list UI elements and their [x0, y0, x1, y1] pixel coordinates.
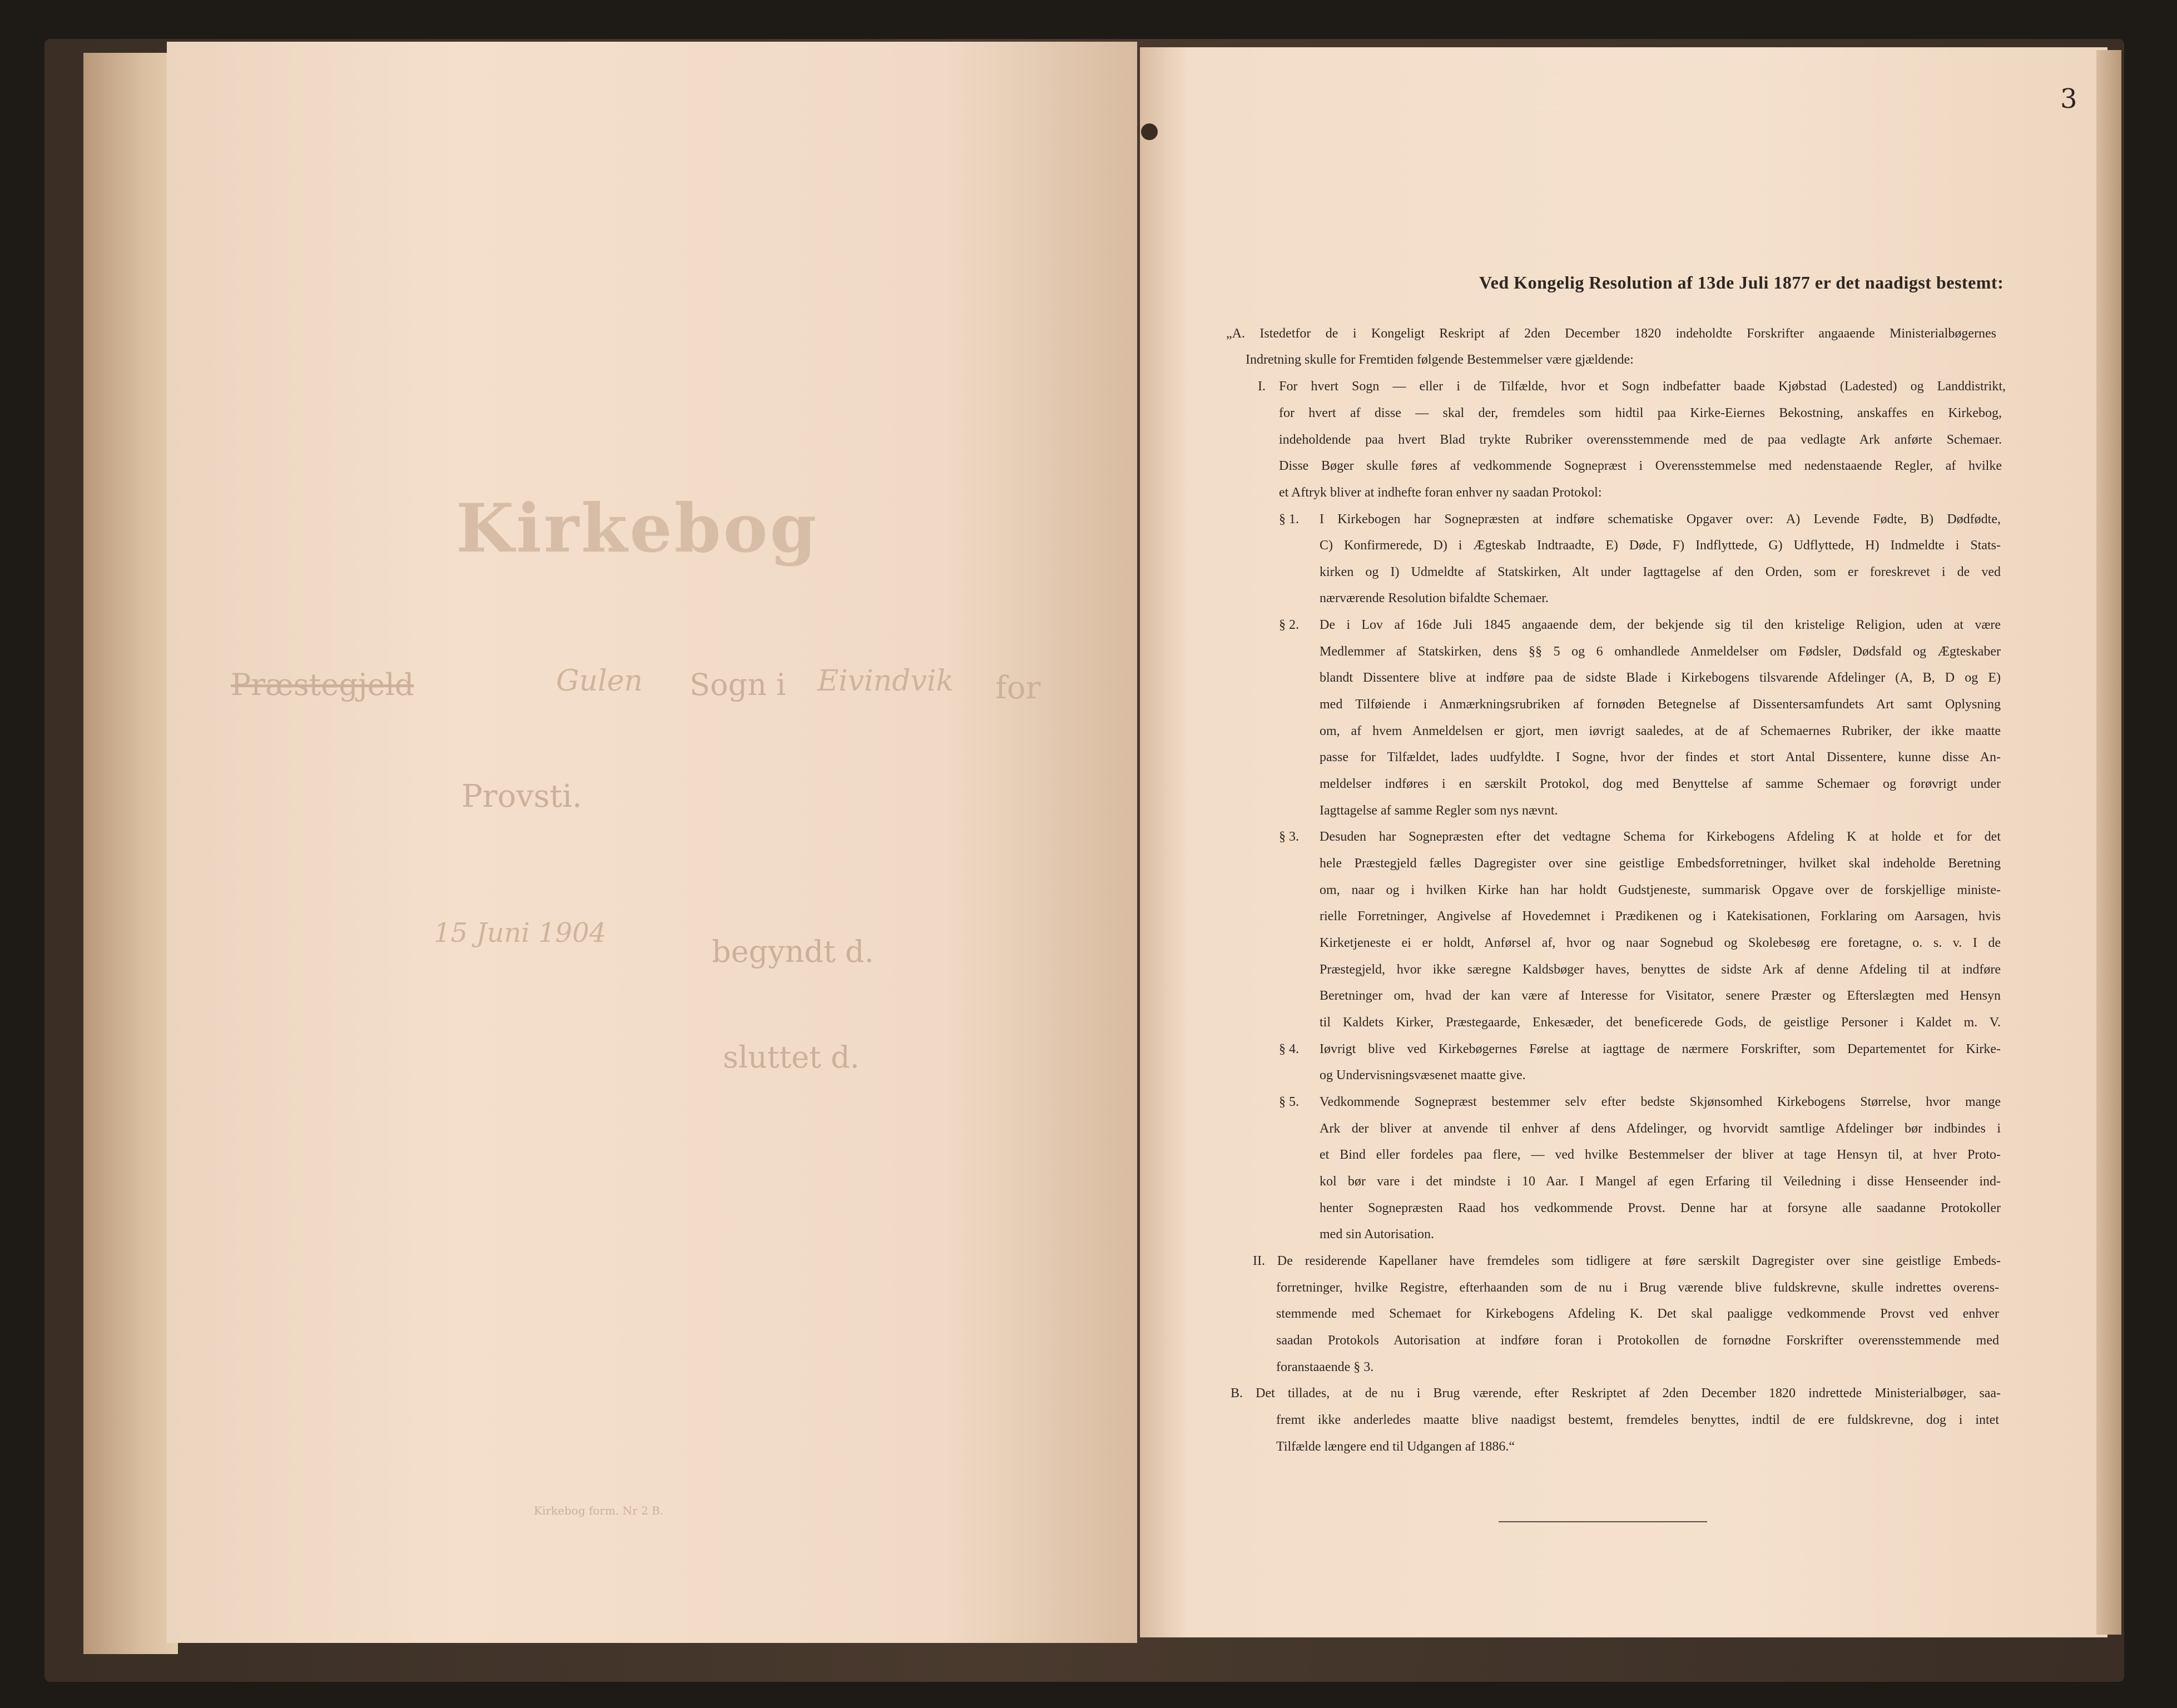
document-line: I. For hvert Sogn — eller i de Tilfælde, hvor et Sogn indbefatter baade Kjøbstad (Ladested) og Landdistrikt,	[1258, 379, 2006, 394]
faint-sluttet: sluttet d.	[723, 1040, 860, 1075]
faint-handwritten-date: 15 Juni 1904	[434, 917, 607, 949]
faint-provsti: Provsti.	[462, 778, 582, 815]
document-line: et Bind eller fordeles paa flere, — ved hvilke Bestemmelser der bliver at tage Hensyn til, at hver Proto-	[1320, 1148, 2001, 1162]
binding-hole	[1141, 123, 1158, 140]
faint-handwritten-prestegjeld: Gulen	[556, 664, 643, 698]
document-line: foranstaaende § 3.	[1276, 1360, 1374, 1374]
document-line: med Tilføiende i Anmærkningsrubriken af fornøden Betegnelse af Dissentersamfundets Art samt Oplysning	[1320, 697, 2001, 712]
faint-sogn: Sogn i	[690, 667, 786, 702]
document-line: for hvert af disse — skal der, fremdeles som hidtil paa Kirke-Eiernes Bekostning, anskaffes en Kirkebog,	[1279, 406, 2002, 420]
faint-handwritten-parish: Eivindvik	[817, 664, 954, 698]
document-line: Tilfælde længere end til Udgangen af 1886.“	[1276, 1439, 1515, 1454]
left-page-edges	[83, 53, 178, 1654]
document-line: blandt Dissentere blive at indføre paa de sidste Blade i Kirkebogens tilsvarende Afdelinger (A, B, D og E)	[1320, 671, 2001, 685]
document-line: og Undervisningsvæsenet maatte give.	[1320, 1068, 1526, 1083]
page-number: 3	[2060, 83, 2077, 115]
document-line: kol bør vare i det mindste i 10 Aar. I Mangel af egen Erfaring til Veiledning i disse Henseender ind-	[1320, 1174, 2001, 1189]
document-line: stemmende med Schemaet for Kirkebogens Afdeling K. Det skal paaligge vedkommende Provst ved enhver	[1276, 1307, 1999, 1321]
document-line: I Kirkebogen har Sognepræsten at indføre schematiske Opgaver over: A) Levende Fødte, B) Dødfødte,	[1320, 512, 2001, 527]
right-page-edges	[2096, 50, 2121, 1635]
document-line: rielle Forretninger, Angivelse af Hovedemnet i Prædikenen og i Katekisationen, Forklaring om Aarsagen, hvis	[1320, 909, 2001, 923]
left-page	[167, 42, 1137, 1643]
document-line: hele Præstegjeld fælles Dagregister over sine geistlige Embedsforretninger, hvilket skal indeholde Beretning	[1320, 856, 2001, 871]
document-line: § 3.	[1279, 830, 1299, 844]
document-line: indeholdende paa hvert Blad trykte Rubriker overensstemmende med de paa vedlagte Ark anførte Schemaer.	[1279, 433, 2002, 447]
document-line: passe for Tilfældet, lades uudfyldte. I Sogne, hvor der findes et stort Antal Dissentere, kunne disse An-	[1320, 750, 2001, 764]
document-line: meldelser indføres i en særskilt Protokol, dog med Benyttelse af samme Schemaer og forøvrigt under	[1320, 777, 2001, 791]
document-line: nærværende Resolution bifaldte Schemaer.	[1320, 591, 1549, 605]
document-line: Kirketjeneste ei er holdt, Anførsel af, hvor og naar Sognebud og Skolebesøg ere foretagne, o. s. v. I de	[1320, 936, 2001, 950]
document-line: § 1.	[1279, 512, 1299, 527]
document-line: kirken og I) Udmeldte af Statskirken, Alt under Iagttagelse af den Orden, som er foreskrevet i de ved	[1320, 565, 2001, 579]
document-line: Vedkommende Sognepræst bestemmer selv efter bedste Skjønsomhed Kirkebogens Størrelse, hvor mange	[1320, 1095, 2001, 1109]
document-line: § 5.	[1279, 1095, 1299, 1109]
document-heading: Ved Kongelig Resolution af 13de Juli 1877 er det naadigst bestemt:	[1479, 272, 2004, 292]
document-line: § 2.	[1279, 618, 1299, 632]
faint-prestegjeld: Præstegjeld	[231, 667, 414, 702]
document-line: et Aftryk bliver at indhefte foran enhver ny saadan Protokol:	[1279, 485, 1602, 500]
document-line: Indretning skulle for Fremtiden følgende Bestemmelser være gjældende:	[1246, 352, 1634, 367]
document-line: § 4.	[1279, 1042, 1299, 1056]
document-line: fremt ikke anderledes maatte blive naadigst bestemt, fremdeles benyttes, indtil de ere fuldskrevne, dog i intet	[1276, 1413, 1999, 1427]
document-line: C) Konfirmerede, D) i Ægteskab Indtraadte, E) Døde, F) Indflyttede, G) Udflyttede, H) Indmeldte i Stats-	[1320, 538, 2001, 553]
document-line: Beretninger om, hvad der kan være af Interesse for Visitator, senere Præster og Efterslægten med Hensyn	[1320, 989, 2001, 1003]
document-line: Iagttagelse af samme Regler som nys nævnt.	[1320, 803, 1558, 818]
document-line: B. Det tillades, at de nu i Brug værende, efter Reskriptet af 2den December 1820 indrettede Ministerialbøger, saa-	[1231, 1386, 2001, 1401]
document-line: henter Sognepræsten Raad hos vedkommende Provst. Denne har at forsyne alle saadanne Protokoller	[1320, 1201, 2001, 1215]
document-line: med sin Autorisation.	[1320, 1227, 1434, 1242]
document-line: Desuden har Sognepræsten efter det vedtagne Schema for Kirkebogens Afdeling K at holde et for det	[1320, 830, 2001, 844]
document-line: Medlemmer af Statskirken, dens §§ 5 og 6 omhandlede Anmeldelser om Fødsler, Dødsfald og Ægteskaber	[1320, 644, 2001, 659]
document-line: saadan Protokols Autorisation at indføre foran i Protokollen de fornødne Forskrifter overensstemmende med	[1276, 1333, 1999, 1348]
document-line: om, naar og i hvilken Kirke han har holdt Gudstjeneste, summarisk Opgave over de forskjellige ministe-	[1320, 883, 2001, 897]
document-line: Iøvrigt blive ved Kirkebøgernes Førelse at iagttage de nærmere Forskrifter, som Departementet for Kirke-	[1320, 1042, 2001, 1056]
closing-rule	[1499, 1521, 1707, 1522]
faint-printer-mark: Kirkebog form. Nr 2 B.	[534, 1504, 664, 1517]
document-line: til Kaldets Kirker, Præstegaarde, Enkesæder, det beneficerede Gods, de geistlige Personer i Kaldet m. V.	[1320, 1015, 2001, 1030]
document-line: „A. Istedetfor de i Kongeligt Reskript af 2den December 1820 indeholdte Forskrifter angaaende Ministerialbøgernes	[1226, 326, 1996, 341]
faint-for: for	[995, 670, 1041, 706]
faint-title: Kirkebog	[456, 489, 819, 568]
document-line: Ark der bliver at anvende til enhver af dens Afdelinger, og hvorvidt samtlige Afdelinger bør indbindes i	[1320, 1121, 2001, 1136]
document-line: forretninger, hvilke Registre, efterhaanden som de nu i Brug værende blive fuldskrevne, skulle indrettes overens-	[1276, 1280, 1999, 1295]
document-line: Præstegjeld, hvor ikke særegne Kaldsbøger haves, benyttes de sidste Ark af denne Afdeling til at indføre	[1320, 962, 2001, 977]
faint-begyndt: begyndt d.	[712, 934, 874, 969]
document-line: Disse Bøger skulle føres af vedkommende Sognepræst i Overensstemmelse med nedenstaaende Regler, af hvilke	[1279, 459, 2002, 473]
document-line: om, af hvem Anmeldelsen er gjort, men iøvrigt saaledes, at de af Schemaernes Rubriker, der ikke maatte	[1320, 724, 2001, 738]
document-line: II. De residerende Kapellaner have fremdeles som tidligere at føre særskilt Dagregister over sine geistlige Embeds-	[1253, 1254, 2001, 1268]
document-line: De i Lov af 16de Juli 1845 angaaende dem, der bekjende sig til den kristelige Religion, uden at være	[1320, 618, 2001, 632]
